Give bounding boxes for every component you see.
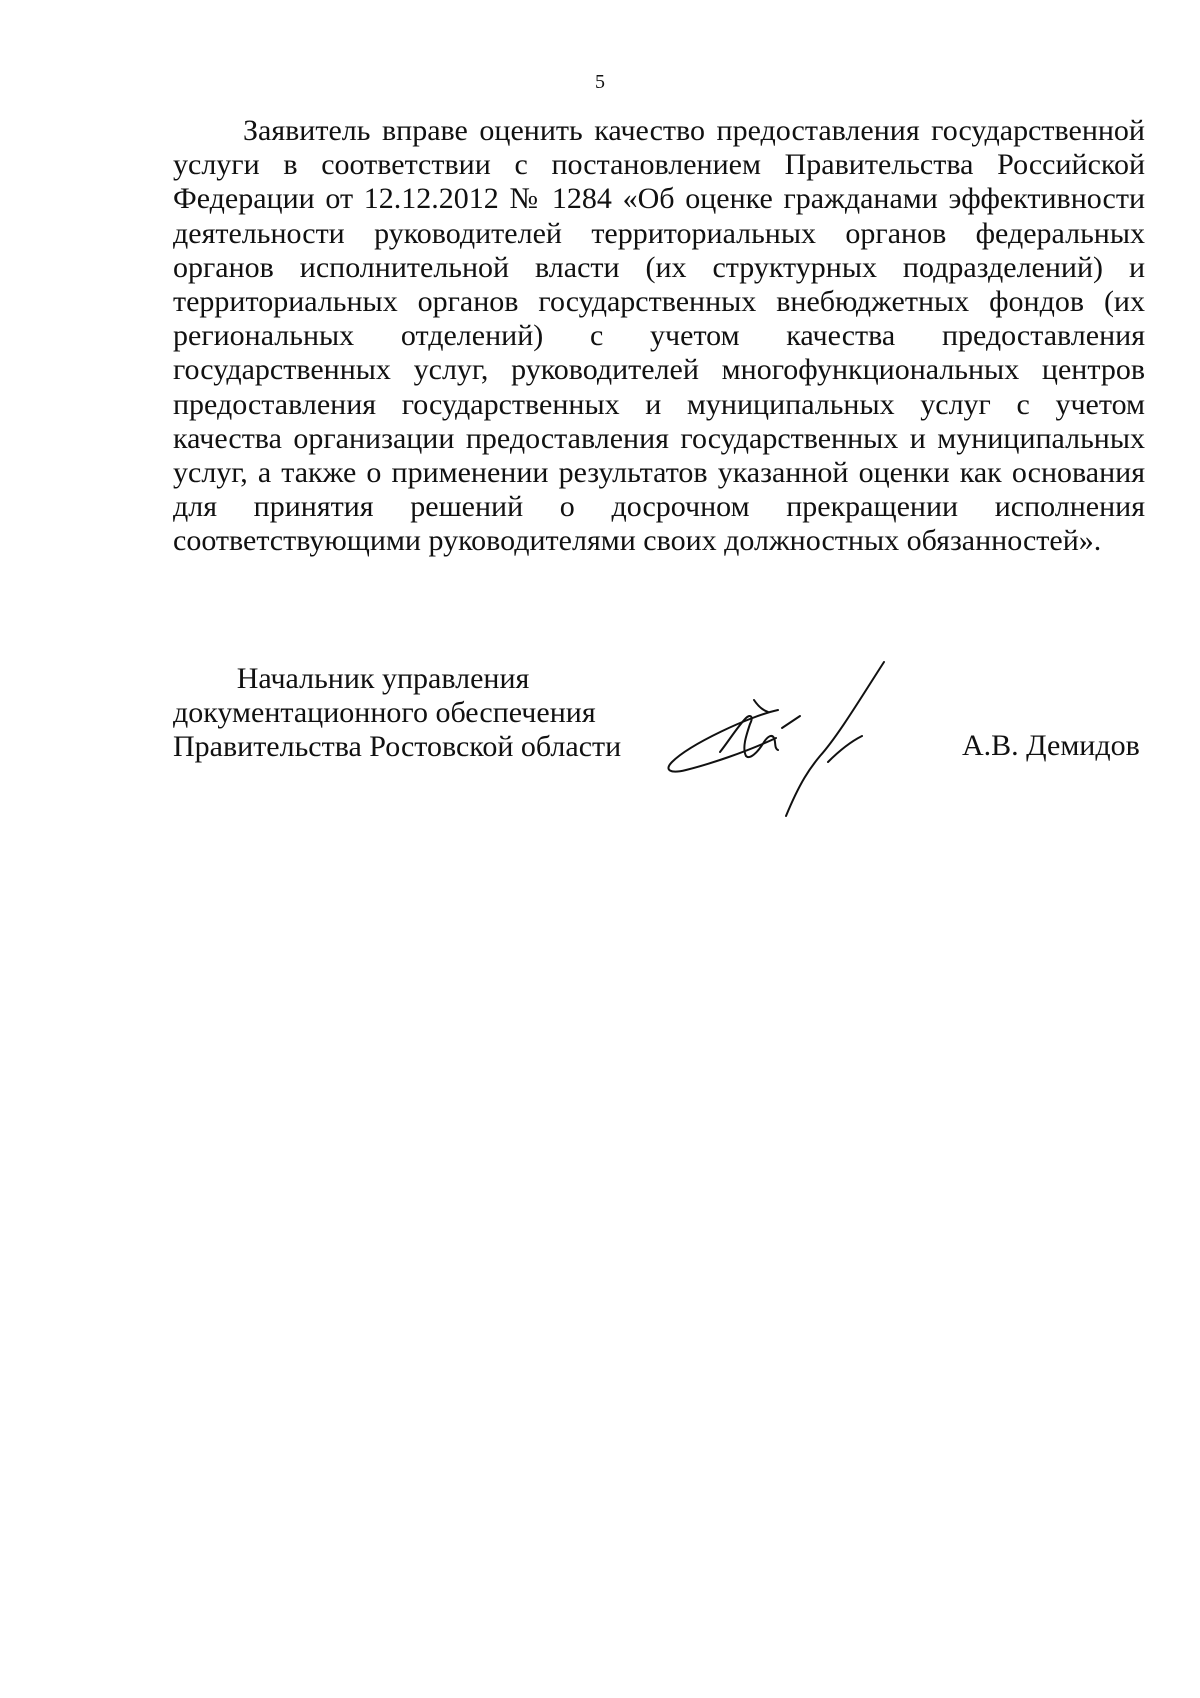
- position-line-1: Начальник управления: [236, 662, 530, 695]
- body-paragraph: Заявитель вправе оценить качество предоставления государственной услуги в соответствии с постановлением Правительства Российской Федерации от 12.12.2012 № 1284 «Об оценке гражданами эффективности деятельности руководителей территориальных органов федеральных органов исполнительной власти (их структурных подразделений) и территориальных органов государственных внебюджетных фондов (их региональных отделений) с учетом качества предоставления государственных услуг, руководителей многофункциональных центров предоставления государственных и муниципальных услуг с учетом качества организации предоставления государственных и муниципальных услуг, а также о применении результатов указанной оценки как основания для принятия решений о досрочном прекращении исполнения соответствующими руководителями своих должностных обязанностей».: [173, 114, 1145, 558]
- document-body: [173, 114, 1145, 559]
- position-line-3: Правительства Ростовской области: [173, 730, 622, 763]
- signer-name: А.В. Демидов: [962, 729, 1140, 762]
- page-number: 5: [595, 71, 605, 93]
- handwritten-signature: [650, 656, 950, 826]
- position-line-2: документационного обеспечения: [173, 696, 596, 729]
- signatory-position: [173, 662, 622, 764]
